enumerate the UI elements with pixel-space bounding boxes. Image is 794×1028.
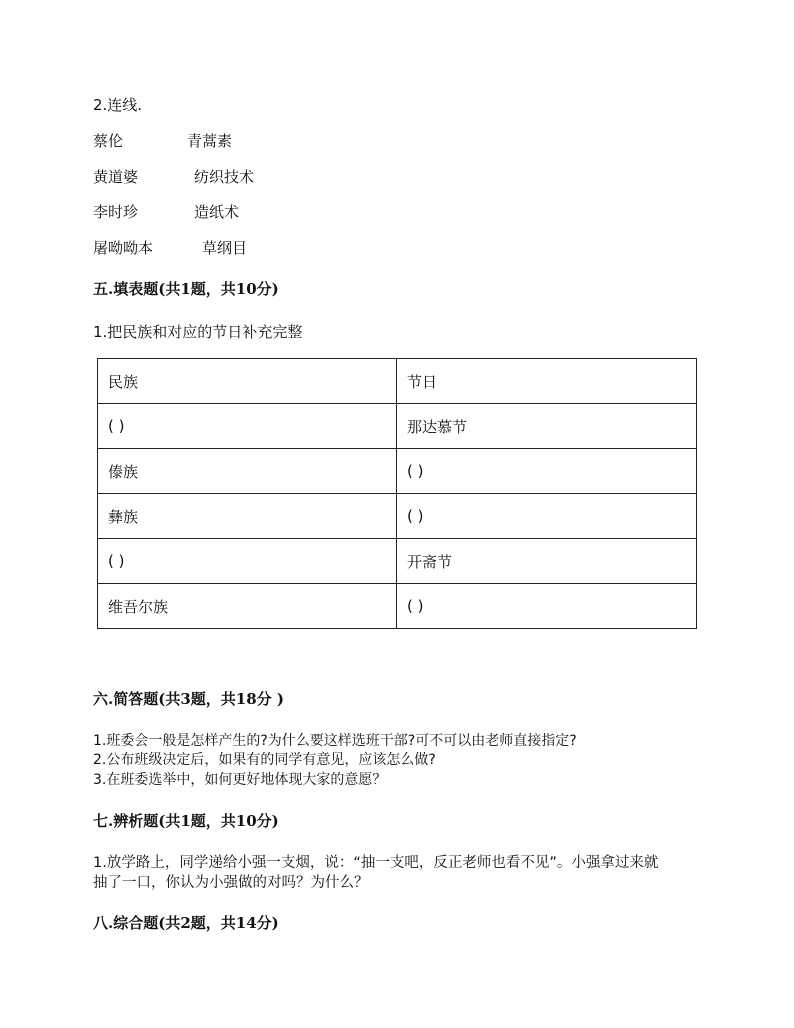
match-left-3: 李时珍 [93,203,139,221]
match-left-4: 屠呦呦本 [93,239,154,257]
table-header-row [98,359,697,404]
section6-title: 六.简答题(共3题，共18分 ) [93,690,284,708]
table-cell: 傣族 [98,449,397,494]
table-cell: 那达慕节 [397,404,697,449]
match-right-3: 造纸术 [194,203,240,221]
table-row [98,584,697,629]
table-cell: ( ) [397,584,697,629]
table-cell: 开斋节 [397,539,697,584]
table-row [98,449,697,494]
match-left-1: 蔡伦 [93,132,124,150]
section5-title: 五.填表题(共1题，共10分) [93,280,279,298]
match-right-1: 青蒿素 [187,132,233,150]
section7-question-line-1: 1.放学路上，同学递给小强一支烟，说：“抽一支吧，反正老师也看不见”。小强拿过来就 [93,855,659,871]
table-cell: 彝族 [98,494,397,539]
section6-question-2: 2.公布班级决定后，如果有的同学有意见，应该怎么做? [93,752,436,768]
matching-heading: 2.连线. [93,96,143,114]
table-cell: ( ) [397,494,697,539]
section5-question: 1.把民族和对应的节日补充完整 [93,323,303,341]
table-cell: ( ) [98,539,397,584]
section8-title: 八.综合题(共2题，共14分) [93,914,279,932]
table-row [98,494,697,539]
table-cell: ( ) [98,404,397,449]
match-right-4: 草纲目 [202,239,248,257]
table-header-cell: 节日 [397,359,697,404]
section6-question-3: 3.在班委选举中，如何更好地体现大家的意愿？ [93,772,387,788]
section7-question-line-2: 抽了一口，你认为小强做的对吗？为什么？ [93,875,369,891]
festival-table [97,358,697,629]
section6-question-1: 1.班委会一般是怎样产生的?为什么要这样选班干部?可不可以由老师直接指定? [93,733,577,749]
match-right-2: 纺织技术 [194,168,255,186]
match-left-2: 黄道婆 [93,168,139,186]
table-row [98,539,697,584]
table-row [98,404,697,449]
table-cell: 维吾尔族 [98,584,397,629]
table-cell: ( ) [397,449,697,494]
table-header-cell: 民族 [98,359,397,404]
section7-title: 七.辨析题(共1题，共10分) [93,812,279,830]
